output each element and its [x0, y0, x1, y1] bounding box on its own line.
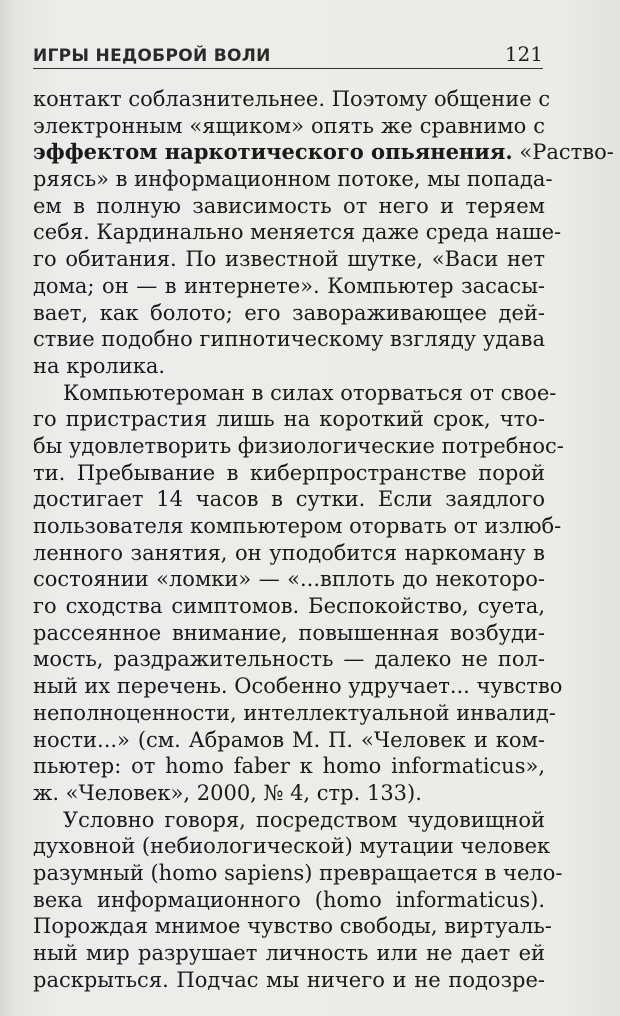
text-line: века информационного (homo informaticus).	[33, 887, 545, 912]
text-line: ный мир разрушает личность или не дает ей	[33, 941, 545, 965]
text-line: вает, как болото; его завораживающее дей-	[33, 300, 545, 325]
paragraph-first-line: Условно говоря, посредством чудовищной	[63, 807, 545, 832]
text-line: ности...» (см. Абрамов М. П. «Человек и ком-	[33, 727, 545, 752]
header-rule	[33, 68, 543, 69]
page-number: 121	[504, 42, 543, 66]
text-line: дома; он — в интернете». Компьютер засасы-	[33, 273, 545, 298]
text-line: неполноценности, интеллектуальной инвалид-	[33, 700, 556, 725]
text-line-bold-mix	[33, 139, 614, 166]
text-line: ти. Пребывание в киберпространстве порой	[33, 460, 545, 485]
page-header	[33, 38, 543, 68]
text-line: электронным «ящиком» опять же сравнимо с	[33, 113, 545, 138]
text-line: разумный (homo sapiens) превращается в чело-	[33, 860, 563, 885]
text-line: го пристрастия лишь на короткий срок, что-	[33, 407, 545, 432]
text-line: достигает 14 часов в сутки. Если заядлого	[33, 487, 545, 512]
running-head: ИГРЫ НЕДОБРОЙ ВОЛИ	[33, 46, 271, 66]
text-line: рассеянное внимание, повышенная возбуди-	[33, 620, 545, 645]
text-line: Порождая мнимое чувство свободы, виртуаль-	[33, 914, 552, 939]
text-line: состоянии «ломки» — «...вплоть до некоторо-	[33, 567, 545, 592]
text-line: себя. Кардинально меняется даже среда наше-	[33, 220, 562, 245]
text-line: духовной (небиологической) мутации человек	[33, 834, 551, 859]
text-line: го обитания. По известной шутке, «Васи нет	[33, 247, 545, 272]
text-line: пользователя компьютером оторвать от излюб-	[33, 514, 562, 538]
text-line: го сходства симптомов. Беспокойство, суета,	[33, 594, 545, 619]
text-line: ем в полную зависимость от него и теряем	[33, 193, 545, 218]
text-line: бы удовлетворить физиологические потребнос-	[33, 433, 564, 458]
text-line: ленного занятия, он уподобится наркоману в	[33, 540, 545, 565]
paragraph-first-line: Компьютероман в силах оторваться от свое-	[63, 380, 557, 405]
body-text	[33, 86, 614, 993]
text-line: ряясь» в информационном потоке, мы попада-	[33, 167, 553, 192]
text-line: ный их перечень. Особенно удручает... чувство	[33, 674, 563, 699]
text-line: контакт соблазнительнее. Поэтому общение с	[33, 87, 551, 111]
text-line: на кролика.	[33, 353, 166, 378]
text-line: ж. «Человек», 2000, № 4, стр. 133).	[33, 780, 422, 805]
text-line: пьютер: от homo faber к homo informaticus»,	[33, 754, 545, 779]
bold-phrase: эффектом наркотического опьянения.	[33, 139, 513, 165]
text-line: ствие подобно гипнотическому взгляду удава	[33, 327, 545, 352]
text-fragment: «Раство-	[512, 140, 614, 165]
text-line: раскрыться. Подчас мы ничего и не подозре-	[33, 967, 545, 992]
text-line: мость, раздражительность — далеко не пол-	[33, 647, 545, 672]
